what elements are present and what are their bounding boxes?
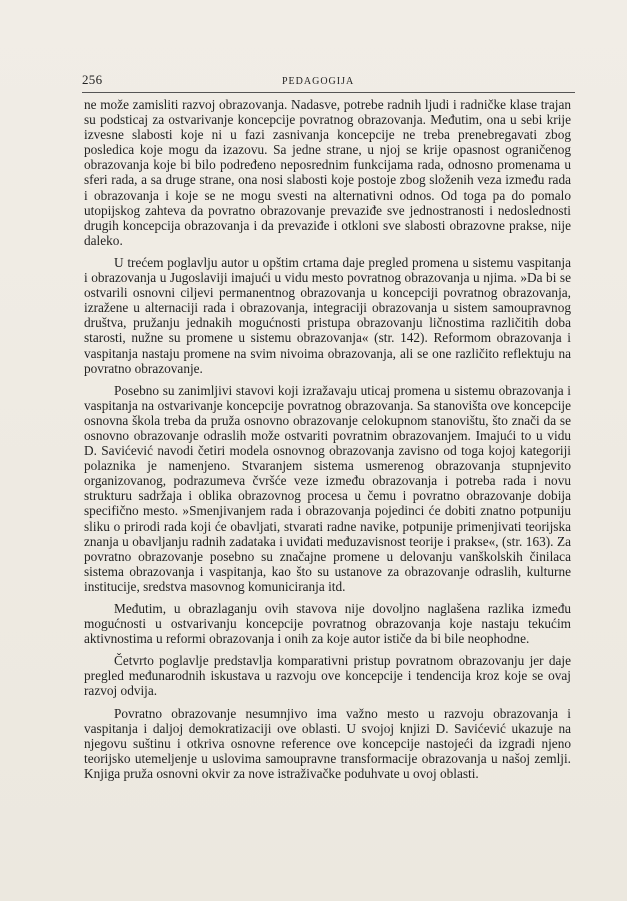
paragraph-5: Četvrto poglavlje predstavlja komparativni pristup povratnom obrazovanju jer daje pregled međunarodnih iskustava u razvoju ove koncepcije i tendencija kroz koje se ovaj razvoj odvija. <box>84 653 571 699</box>
body-text <box>84 97 571 788</box>
page-header <box>82 70 575 93</box>
page-number: 256 <box>82 72 103 87</box>
paragraph-2: U trećem poglavlju autor u opštim crtama daje pregled promena u sistemu vaspitanja i obrazovanja u Jugoslaviji imajući u vidu mesto povratnog obrazovanja u njima. »Da bi se ostvarili osnovni ciljevi permanentnog obrazovanja u koncepciji povratnog obrazovanja, izražene u alternaciji rada i obrazovanja, integraciji obrazovanja u sistem samoupravnog društva, pružanju jednakih mogućnosti pristupa obrazovanju ličnostima različitih doba starosti, nužne su promene u sistemu obrazovanja« (str. 142). Reformom obrazovanja i vaspitanja nastaju promene na svim nivoima obrazovanja, ali se one različito reflektuju na povratno obrazovanje. <box>84 254 571 376</box>
paragraph-4: Međutim, u obrazlaganju ovih stavova nije dovoljno naglašena razlika između mogućnosti u ostvarivanju koncepcije povratnog obrazovanja koje nastaju tekućim aktivnostima u reformi obrazovanja i onih za koje autor ističe da bi bile neophodne. <box>84 601 571 647</box>
paragraph-3: Posebno su zanimljivi stavovi koji izražavaju uticaj promena u sistemu obrazovanja i vaspitanja na ostvarivanje koncepcije povratnog obrazovanja. Sa stanovišta ove koncepcije osnovna škola treba da pruža osnovno obrazovanje celokupnom stanovištu, što znači da se osnovno obrazovanje odraslih može ostvariti povratnim obrazovanjem. Imajući to u vidu D. Savićević navodi četiri modela osnovnog obrazovanja zavisno od toga kojoj kategoriji polaznika je namenjeno. Stvaranjem sistema usmerenog obrazovanja stupnjevito organizovanog, podrazumeva čvršće veze između obrazovanja i potreba rada i novu strukturu sadržaja i oblika obrazovnog procesa u čemu i povratno obrazovanje dobija specifično mesto. »Smenjivanjem rada i obrazovanja pojedinci će dobiti znatno potpuniju sliku o prirodi rada koji će obavljati, stvarati radne navike, potpunije primenjivati teorijska znanja u obavljanju radnih zadataka i uviđati međuzavisnost teorije i prakse«, (str. 163). Za povratno obrazovanje posebno su značajne promene u delovanju vanškolskih činilaca sistema obrazovanja i vaspitanja, kao što su ustanove za obrazovanje odraslih, kulturne institucije, sredstva masovnog komuniciranja itd. <box>84 382 571 594</box>
paragraph-1: ne može zamisliti razvoj obrazovanja. Nadasve, potrebe radnih ljudi i radničke klase trajan su podsticaj za ostvarivanje koncepcije povratnog obrazovanja. Međutim, ona u sebi krije izvesne slabosti koje ni u fazi zasnivanja koncepcije ne treba prenebregavati zbog posledica koje mogu da izazovu. Sa jedne strane, u njoj se krije opasnost ograničenog obrazovanja koje bi bilo podređeno neposrednim funkcijama rada, odnosno promenama u sferi rada, a sa druge strane, ona nosi slabosti koje postoje zbog složenih veza između rada i obrazovanja i koje se ne mogu svesti na alternativni odnos. Od toga pa do pomalo utopijskog zahteva da povratno obrazovanje prevaziđe sve jednostranosti i nedoslednosti drugih koncepcija obrazovanja i da prevaziđe i otkloni sve slabosti obrazovne prakse, nije daleko. <box>84 97 571 248</box>
running-title: PEDAGOGIJA <box>282 76 355 87</box>
paragraph-6: Povratno obrazovanje nesumnjivo ima važno mesto u razvoju obrazovanja i vaspitanja i daljoj demokratizaciji ove oblasti. U svojoj knjizi D. Savićević ukazuje na njegovu suštinu i otkriva osnovne reference ove koncepcije nastojeći da izgradi njeno teorijsko utemeljenje u uslovima samoupravne transformacije obrazovanja u našoj zemlji. Knjiga pruža osnovni okvir za nove istraživačke poduhvate u ovoj oblasti. <box>84 705 571 781</box>
